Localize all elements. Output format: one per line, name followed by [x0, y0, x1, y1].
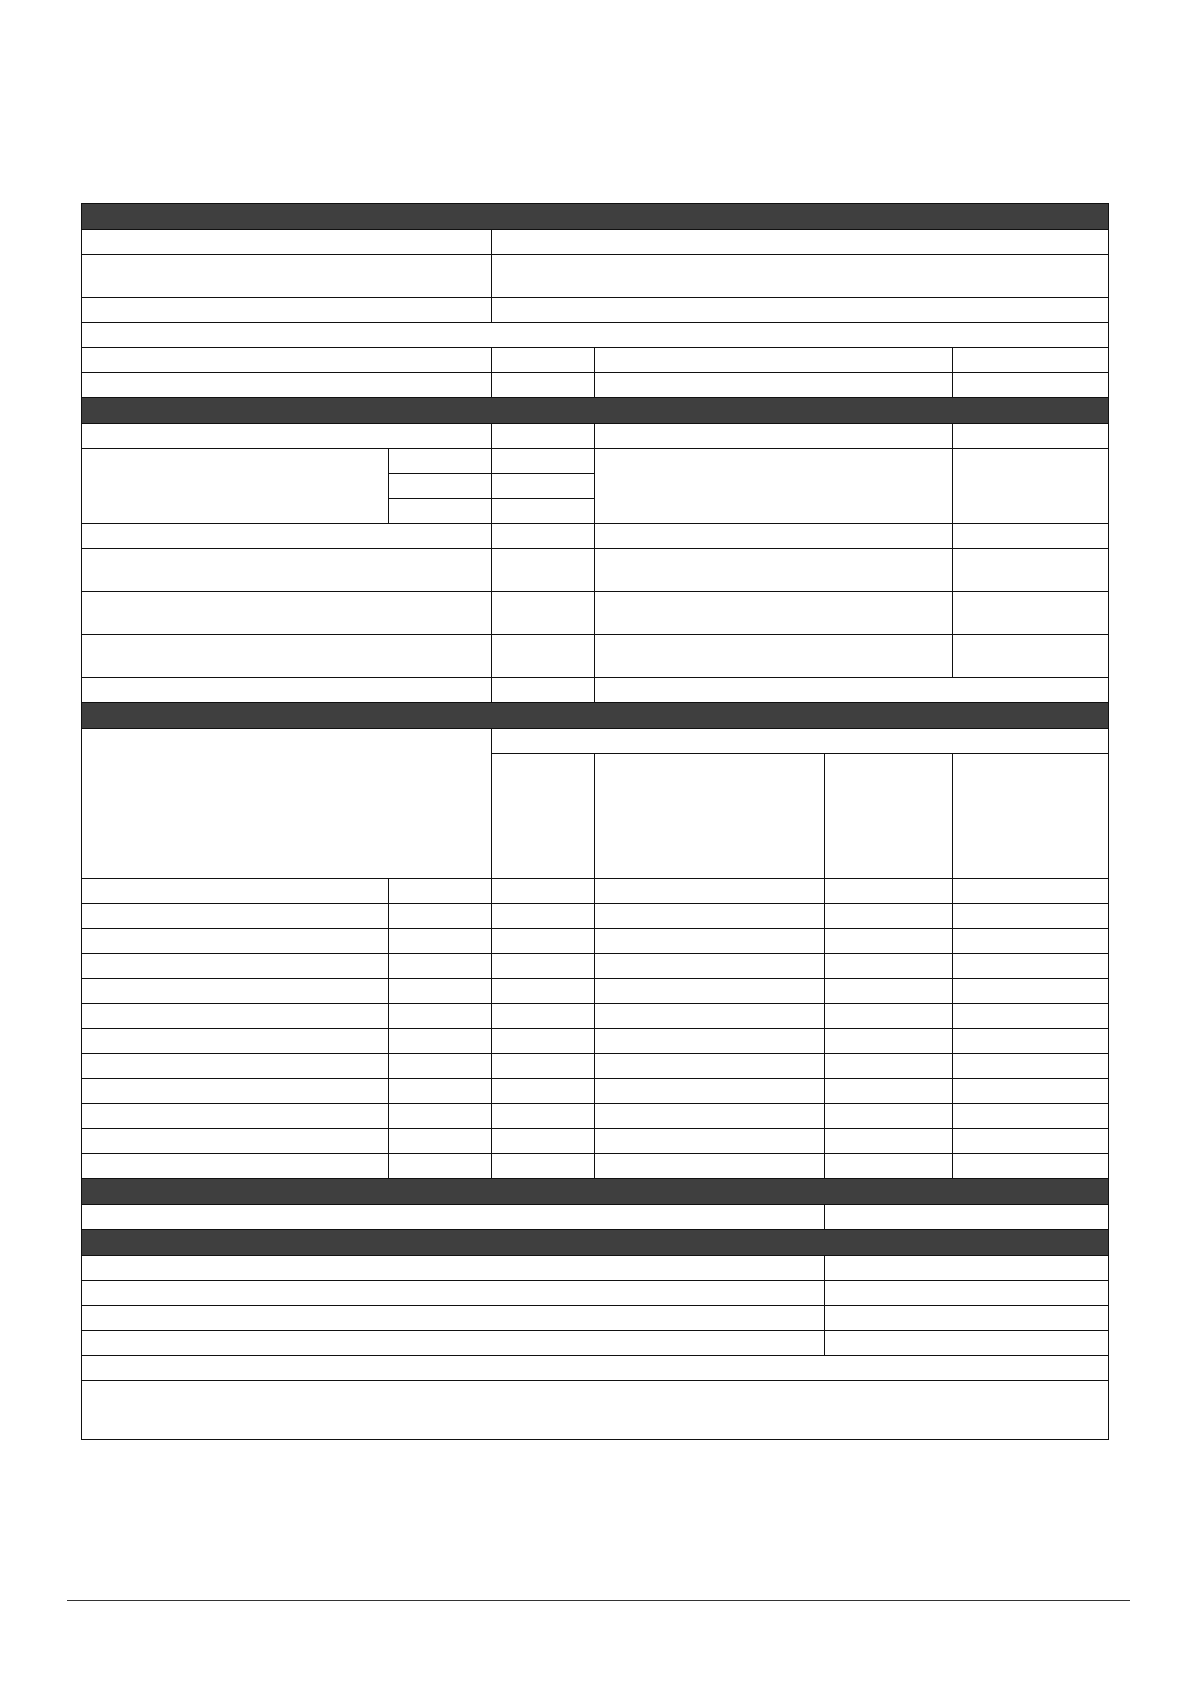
grid-column-header: [595, 754, 825, 879]
grid-cell[interactable]: [595, 1129, 825, 1154]
grid-cell[interactable]: [825, 879, 953, 904]
field-value[interactable]: [492, 424, 595, 449]
field-label: [82, 424, 492, 449]
field-value[interactable]: [953, 524, 1109, 549]
section-header-5: [82, 1230, 1109, 1256]
grid-row-label: [82, 954, 389, 979]
field-label: [82, 373, 492, 398]
grid-cell[interactable]: [492, 1104, 595, 1129]
field-label: [82, 348, 492, 373]
grid-cell[interactable]: [389, 1129, 492, 1154]
form-table: [81, 203, 1109, 1440]
field-value[interactable]: [492, 549, 595, 592]
grid-cell[interactable]: [492, 1079, 595, 1104]
field-label: [595, 424, 953, 449]
field-label: [595, 348, 953, 373]
grid-column-header: [492, 754, 595, 879]
grid-cell[interactable]: [953, 1154, 1109, 1179]
grid-cell[interactable]: [492, 979, 595, 1004]
grid-cell[interactable]: [595, 1029, 825, 1054]
grid-group-header: [492, 729, 1109, 754]
grid-cell[interactable]: [953, 929, 1109, 954]
grid-row-label: [82, 929, 389, 954]
field-value[interactable]: [825, 1205, 1109, 1230]
grid-cell[interactable]: [389, 1004, 492, 1029]
grid-cell[interactable]: [492, 904, 595, 929]
grid-cell[interactable]: [825, 979, 953, 1004]
field-label: [82, 449, 389, 524]
field-label: [82, 298, 492, 323]
field-label: [82, 635, 492, 678]
section-header-2: [82, 398, 1109, 424]
grid-cell[interactable]: [595, 954, 825, 979]
grid-cell[interactable]: [825, 1154, 953, 1179]
grid-cell[interactable]: [595, 1104, 825, 1129]
field-label: [82, 592, 492, 635]
grid-cell[interactable]: [389, 929, 492, 954]
field-value[interactable]: [953, 424, 1109, 449]
field-value[interactable]: [825, 1331, 1109, 1356]
grid-cell[interactable]: [492, 954, 595, 979]
field-value[interactable]: [953, 592, 1109, 635]
field-label: [82, 678, 492, 703]
full-width-field[interactable]: [82, 323, 1109, 348]
grid-row-label: [82, 979, 389, 1004]
field-label: [595, 592, 953, 635]
field-value[interactable]: [953, 348, 1109, 373]
field-value[interactable]: [492, 348, 595, 373]
grid-row-label: [82, 1079, 389, 1104]
grid-cell[interactable]: [595, 904, 825, 929]
notes-field[interactable]: [82, 1381, 1109, 1440]
grid-cell[interactable]: [953, 1029, 1109, 1054]
field-value[interactable]: [953, 549, 1109, 592]
grid-cell[interactable]: [389, 904, 492, 929]
grid-cell[interactable]: [595, 979, 825, 1004]
sub-label: [389, 474, 492, 499]
grid-cell[interactable]: [492, 1054, 595, 1079]
grid-cell[interactable]: [953, 1104, 1109, 1129]
grid-cell[interactable]: [389, 979, 492, 1004]
field-value-wide[interactable]: [595, 678, 1109, 703]
grid-cell[interactable]: [595, 1154, 825, 1179]
grid-row-label: [82, 1029, 389, 1054]
grid-cell[interactable]: [825, 1104, 953, 1129]
grid-cell[interactable]: [492, 1129, 595, 1154]
sub-label: [389, 449, 492, 474]
grid-cell[interactable]: [953, 879, 1109, 904]
field-value[interactable]: [492, 635, 595, 678]
field-label: [595, 449, 953, 524]
field-value[interactable]: [492, 524, 595, 549]
field-label: [82, 1281, 825, 1306]
section-header-4: [82, 1179, 1109, 1205]
grid-row-label: [82, 879, 389, 904]
field-label: [82, 1331, 825, 1356]
grid-cell[interactable]: [825, 1004, 953, 1029]
field-value[interactable]: [492, 678, 595, 703]
field-label: [82, 549, 492, 592]
field-label: [82, 255, 492, 298]
field-value[interactable]: [825, 1281, 1109, 1306]
field-value[interactable]: [492, 474, 595, 499]
grid-cell[interactable]: [492, 1004, 595, 1029]
grid-row-label: [82, 1154, 389, 1179]
grid-cell[interactable]: [825, 954, 953, 979]
grid-cell[interactable]: [492, 1029, 595, 1054]
grid-cell[interactable]: [389, 1154, 492, 1179]
grid-cell[interactable]: [595, 1004, 825, 1029]
grid-cell[interactable]: [389, 1054, 492, 1079]
field-value[interactable]: [492, 592, 595, 635]
grid-cell[interactable]: [492, 1154, 595, 1179]
field-value[interactable]: [492, 449, 595, 474]
grid-row-label: [82, 904, 389, 929]
field-value[interactable]: [492, 230, 1109, 255]
field-value[interactable]: [953, 635, 1109, 678]
grid-cell[interactable]: [389, 1104, 492, 1129]
grid-cell[interactable]: [825, 1079, 953, 1104]
grid-cell[interactable]: [492, 929, 595, 954]
grid-cell[interactable]: [389, 1029, 492, 1054]
footer-rule: [67, 1600, 1130, 1601]
field-label: [595, 635, 953, 678]
grid-cell[interactable]: [595, 1079, 825, 1104]
grid-cell[interactable]: [825, 1029, 953, 1054]
grid-cell[interactable]: [825, 929, 953, 954]
grid-row-label: [82, 1129, 389, 1154]
grid-cell[interactable]: [595, 929, 825, 954]
grid-column-header: [825, 754, 953, 879]
field-value[interactable]: [492, 373, 595, 398]
full-width-field[interactable]: [82, 1356, 1109, 1381]
field-value[interactable]: [953, 373, 1109, 398]
grid-cell[interactable]: [825, 1129, 953, 1154]
grid-cell[interactable]: [953, 1054, 1109, 1079]
section-header-1: [82, 204, 1109, 230]
grid-cell[interactable]: [953, 1079, 1109, 1104]
grid-cell[interactable]: [492, 879, 595, 904]
grid-row-label-header: [82, 729, 492, 879]
grid-cell[interactable]: [953, 1004, 1109, 1029]
section-header-3: [82, 703, 1109, 729]
grid-row-label: [82, 1054, 389, 1079]
grid-cell[interactable]: [389, 879, 492, 904]
field-value[interactable]: [953, 449, 1109, 524]
grid-row-label: [82, 1104, 389, 1129]
grid-cell[interactable]: [953, 904, 1109, 929]
grid-cell[interactable]: [825, 1054, 953, 1079]
grid-cell[interactable]: [389, 1079, 492, 1104]
field-label: [595, 524, 953, 549]
field-value[interactable]: [492, 499, 595, 524]
field-value[interactable]: [492, 255, 1109, 298]
grid-cell[interactable]: [389, 954, 492, 979]
field-label: [82, 1306, 825, 1331]
field-label: [82, 524, 492, 549]
grid-cell[interactable]: [595, 1054, 825, 1079]
field-value[interactable]: [825, 1306, 1109, 1331]
field-label: [82, 1256, 825, 1281]
sub-label: [389, 499, 492, 524]
field-value[interactable]: [825, 1256, 1109, 1281]
field-label: [595, 373, 953, 398]
grid-cell[interactable]: [953, 954, 1109, 979]
field-label: [82, 1205, 825, 1230]
field-label: [82, 230, 492, 255]
grid-cell[interactable]: [595, 879, 825, 904]
field-value[interactable]: [492, 298, 1109, 323]
grid-cell[interactable]: [953, 1129, 1109, 1154]
grid-column-header: [953, 754, 1109, 879]
field-label: [595, 549, 953, 592]
grid-row-label: [82, 1004, 389, 1029]
grid-cell[interactable]: [825, 904, 953, 929]
grid-cell[interactable]: [953, 979, 1109, 1004]
